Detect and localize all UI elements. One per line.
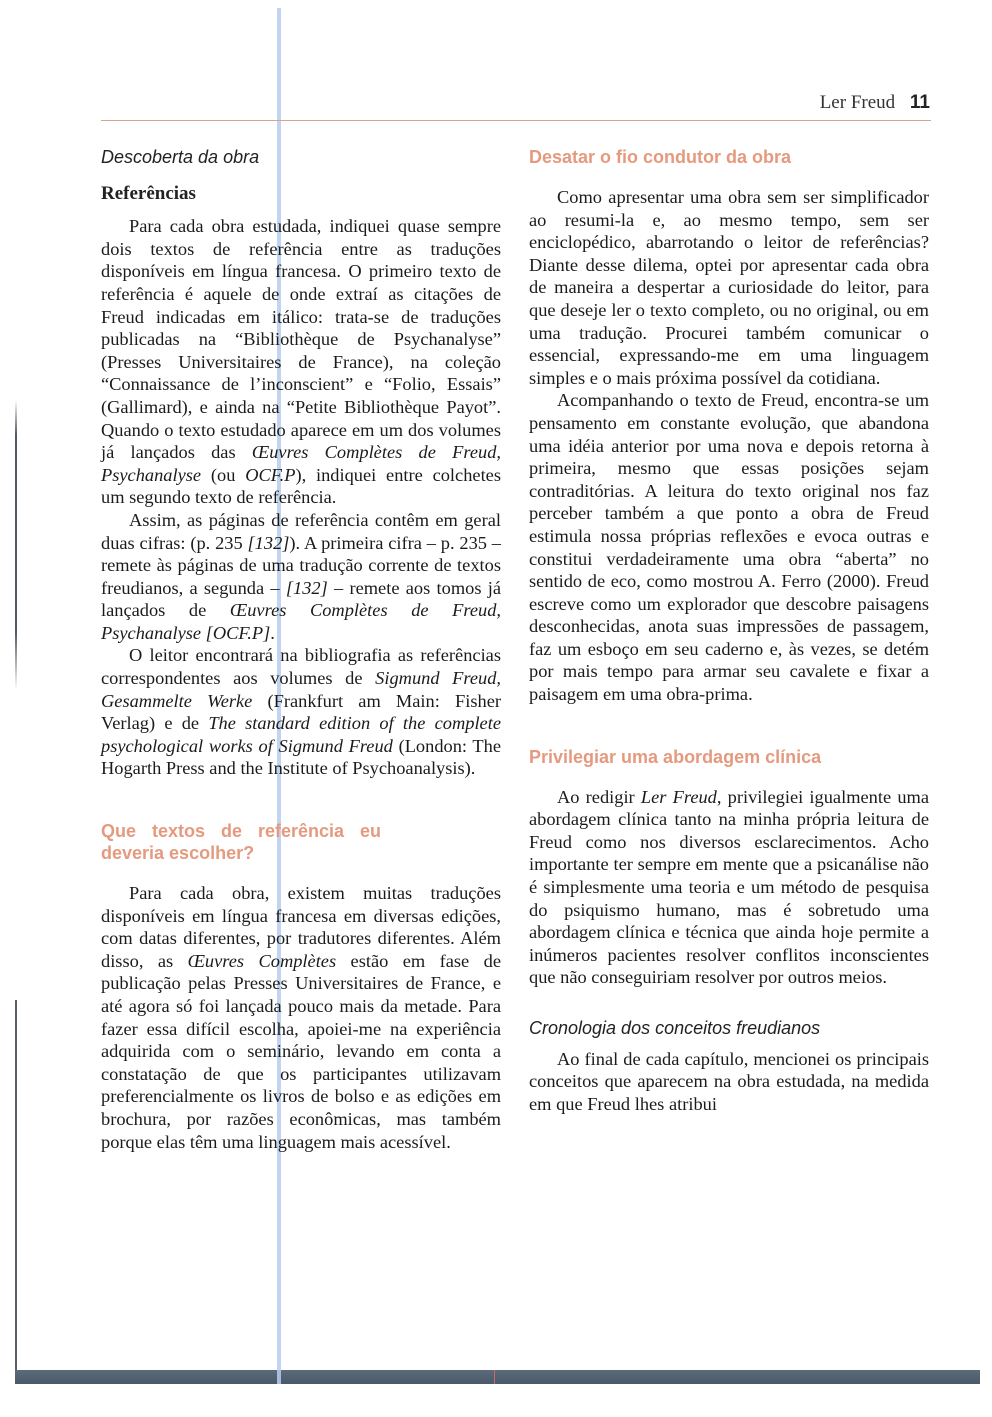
- scan-edge-shadow: [15, 400, 17, 690]
- paragraph: [101, 644, 501, 780]
- section-heading-desatar: Desatar o fio condutor da obra: [529, 147, 792, 167]
- text-run: .: [270, 622, 275, 643]
- italic-run: Œuvres Complètes de Freud, Psychanalyse [OCF.P]: [101, 600, 501, 643]
- italic-run: Œuvres Complètes: [187, 950, 337, 971]
- page-number: 11: [909, 92, 930, 113]
- italic-run: [132]: [285, 577, 328, 598]
- paragraph: [101, 215, 501, 509]
- text-run: Assim, as páginas de referência contêm em geral duas cifras: (p. 235: [101, 509, 501, 553]
- paragraph: [101, 882, 501, 1153]
- text-run: Ao redigir: [557, 786, 641, 807]
- paragraph: Como apresentar uma obra sem ser simplificador ao resumi-la e, ao mesmo tempo, sem ser enciclopédico, abarrotando o leitor de referências? Diante desse dilema, optei por apresentar cada obra de maneira a despertar a curiosidade do leitor, para que deseje ler o texto completo, ou no original, ou em uma tradução. Procurei também comunicar o essencial, expressando-me em uma linguagem simples e o mais próxima possível da cotidiana.: [529, 187, 929, 388]
- section-heading-privilegiar: Privilegiar uma abordagem clínica: [529, 746, 822, 767]
- text-run: ), indiquei entre colchetes um segundo texto de referência.: [101, 464, 501, 508]
- text-run: estão em fase de publicação pelas Presses Universitaires de France, e até agora só foi lançada pouco mais da metade. Para fazer essa difícil escolha, apoiei-me na experiência adquirida com o seminário, levando em conta a constatação de que os participantes utilizavam preferencialmente os livros de bolso e as edições em brochura, por razões econômicas, mas também porque elas têm uma linguagem mais acessível.: [101, 950, 501, 1152]
- text-run: (ou: [201, 464, 246, 485]
- text-run: – remete aos tomos já lançados de: [101, 577, 501, 621]
- text-run: ). A primeira cifra – p. 235 – remete às páginas de uma tradução corrente de textos freudianos, a segunda –: [101, 532, 501, 598]
- section-heading-que-textos: Que textos de referência eu deveria escolher?: [101, 821, 381, 864]
- spacer: [529, 706, 929, 740]
- book-title: Ler Freud: [819, 92, 896, 113]
- scan-edge-shadow-lower: [15, 1000, 17, 1372]
- paragraph: [529, 786, 929, 989]
- running-head: [820, 92, 930, 114]
- kicker-heading-cronologia: Cronologia dos conceitos freudianos: [529, 1018, 821, 1038]
- italic-run: Œuvres Complètes de Freud, Psychanalyse: [101, 442, 501, 485]
- italic-run: OCF.P: [245, 464, 296, 485]
- text-run: (Frankfurt am Main: Fisher Verlag) e de: [101, 690, 501, 734]
- italic-run: The standard edition of the complete psychological works of Sigmund Freud: [101, 713, 501, 756]
- paragraph: [101, 509, 501, 645]
- right-column: [529, 140, 929, 1115]
- italic-run: Sigmund Freud, Gesammelte Werke: [101, 668, 501, 711]
- spacer: [101, 780, 501, 814]
- text-run: Para cada obra estudada, indiquei quase sempre dois textos de referência entre as traduções disponíveis em língua francesa. O primeiro texto de referência é aquele de onde extraí as citações de Freud indicadas em itálico: trata-se de traduções publicadas na “Bibliothèque de Psychanalyse” (Presses Universitaires de France), na coleção “Connaissance de l’inconscient” e “Folio, Essais” (Gallimard), e ainda na “Petite Bibliothèque Payot”. Quando o texto estudado aparece em um dos volumes já lançados das: [101, 216, 501, 463]
- italic-run: Ler Freud: [640, 786, 717, 807]
- subheading-referencias: Referências: [101, 182, 196, 204]
- left-column: [101, 140, 501, 1153]
- kicker-heading: Descoberta da obra: [101, 147, 260, 167]
- text-run: , privilegiei igualmente uma abordagem clínica tanto na minha própria leitura de Freud como nos diversos esclarecimentos. Acho importante ter sempre em mente que a psicanálise não é simplesmente uma teoria e um método de pesquisa do psiquismo humano, mas é sobretudo uma abordagem clínica e técnica que ainda hoje permite a inúmeros pacientes resolver conflitos inconscientes que não conseguiriam resolver por outros meios.: [529, 786, 929, 988]
- text-run: Para cada obra, existem muitas traduções disponíveis em língua francesa em diversas edições, com datas diferentes, por tradutores diferentes. Além disso, as: [101, 883, 501, 971]
- spacer: [529, 989, 929, 1011]
- text-run: O leitor encontrará na bibliografia as referências correspondentes aos volumes de: [101, 645, 501, 689]
- header-rule: [101, 120, 931, 121]
- text-run: (London: The Hogarth Press and the Institute of Psychoanalysis).: [101, 735, 501, 779]
- scanner-red-mark: [494, 1370, 495, 1384]
- italic-run: [132]: [247, 532, 290, 553]
- scan-bottom-band: [15, 1370, 980, 1384]
- paragraph: Acompanhando o texto de Freud, encontra-se um pensamento em constante evolução, que abandona uma idéia anterior por uma nova e depois retorna à primeira, mesmo que essas posições sejam contraditórias. A leitura do texto original nos faz perceber também a que ponto a obra de Freud estimula nossa próprias reflexões e evoca outras e constitui verdadeiramente uma obra “aberta” no sentido de eco, como mostrou A. Ferro (2000). Freud escreve como um explorador que descobre paisagens desconhecidas, anota suas impressões de passagem, faz um esboço em seu caderno e, às vezes, se detém por mais tempo para armar seu cavalete e fixar a paisagem em uma obra-prima.: [529, 390, 929, 705]
- paragraph: Ao final de cada capítulo, mencionei os principais conceitos que aparecem na obra estudada, na medida em que Freud lhes atribui: [529, 1048, 929, 1114]
